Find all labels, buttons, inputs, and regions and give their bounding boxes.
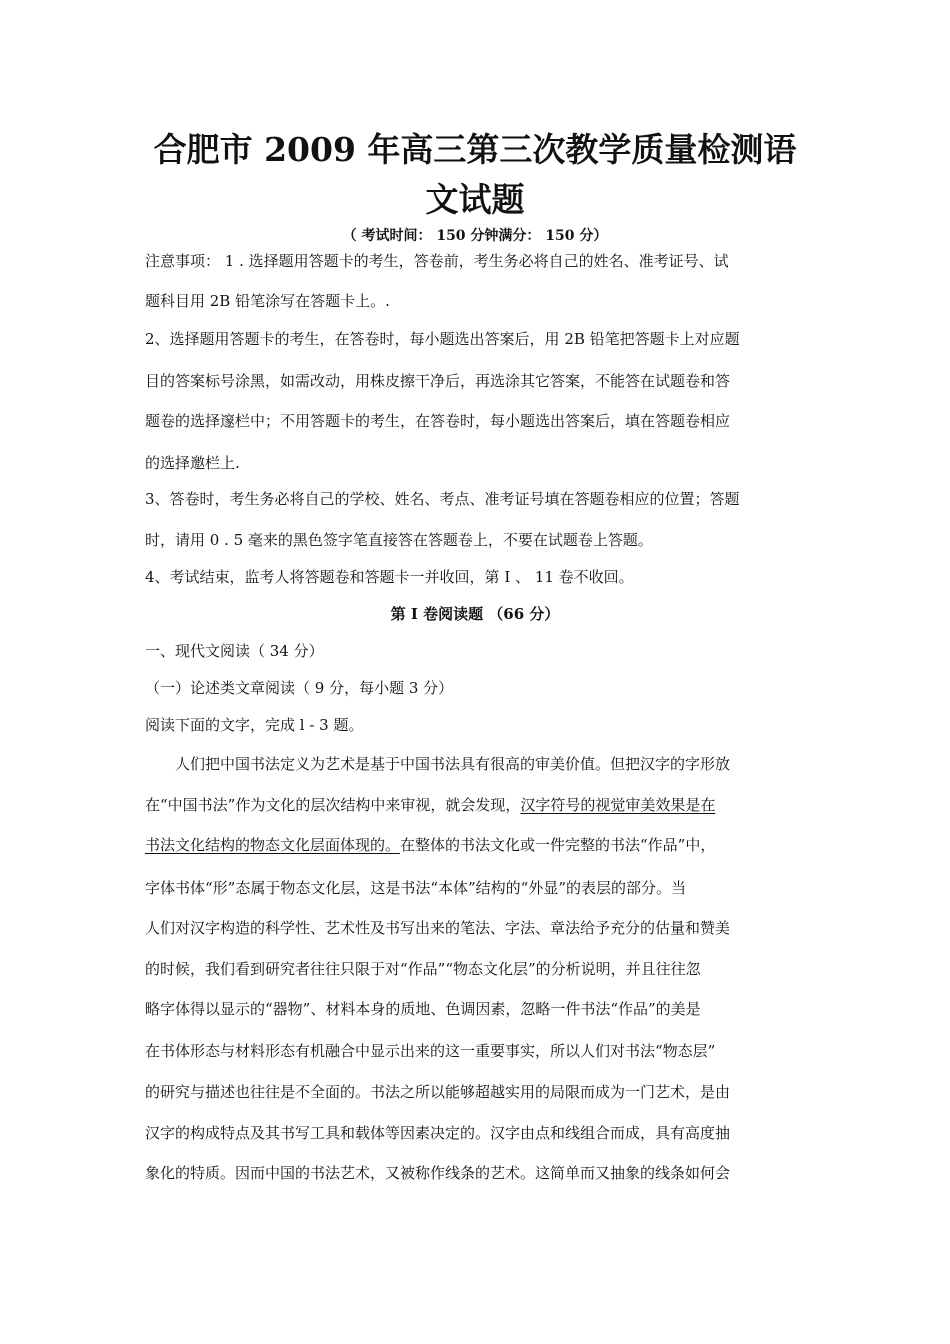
passage-line xyxy=(145,794,810,816)
passage-line: 汉字的构成特点及其书写工具和载体等因素决定的。汉字由点和线组合而成，具有高度抽 xyxy=(145,1124,731,1142)
notice-line: 注意事项： 1 . 选择题用答题卡的考生，答卷前，考生务必将自己的姓名、准考证号、试 xyxy=(145,252,729,270)
notice-line: 目的答案标号涂黑，如需改动，用株皮擦干净后，再选涂其它答案，不能答在试题卷和答 xyxy=(145,372,731,390)
underlined-sentence: 书法文化结构的物态文化层面体现的。 xyxy=(145,836,401,854)
passage-line: 人们把中国书法定义为艺术是基于中国书法具有很高的审美价值。但把汉字的字形放 xyxy=(175,755,731,773)
notice-line: 题科目用 2B 铅笔涂写在答题卡上。. xyxy=(145,292,390,310)
passage-line: 略字体得以显示的“器物”、材料本身的质地、色调因素，忽略一件书法“作品”的美是 xyxy=(145,1000,701,1018)
notice-line: 题卷的选择邃栏中；不用答题卡的考生，在答卷时，每小题选出答案后，填在答题卷相应 xyxy=(145,412,731,430)
passage-line: 象化的特质。因而中国的书法艺术，又被称作线条的艺术。这简单而又抽象的线条如何会 xyxy=(145,1164,731,1182)
underlined-sentence: 汉字符号的视觉审美效果是在 xyxy=(520,796,716,814)
part-heading: 一、现代文阅读（ 34 分） xyxy=(145,642,324,660)
document-title-line-1: 合肥市 2009 年高三第三次教学质量检测语 xyxy=(153,130,797,169)
passage-line xyxy=(145,834,810,856)
exam-time-subtitle: （ 考试时间： 150 分钟满分： 150 分） xyxy=(342,228,608,244)
document-title-line-2: 文试题 xyxy=(425,180,525,219)
passage-line: 在书体形态与材料形态有机融合中显示出来的这一重要事实，所以人们对书法“物态层” xyxy=(145,1042,716,1060)
passage-line: 的研究与描述也往往是不全面的。书法之所以能够超越实用的局限而成为一门艺术，是由 xyxy=(145,1083,731,1101)
reading-instruction: 阅读下面的文字，完成 l - 3 题。 xyxy=(145,716,364,734)
notice-line: 3、答卷时，考生务必将自己的学校、姓名、考点、准考证号填在答题卷相应的位置；答题 xyxy=(145,490,740,508)
passage-text: 在整体的书法文化或一件完整的书法“作品”中， xyxy=(400,836,716,854)
passage-line: 人们对汉字构造的科学性、艺术性及书写出来的笔法、字法、章法给予充分的估量和赞美 xyxy=(145,919,731,937)
passage-line: 的时候，我们看到研究者往往只限于对“作品”“物态文化层”的分析说明，并且往往忽 xyxy=(145,960,701,978)
passage-line: 字体书体“形”态属于物态文化层，这是书法“本体”结构的“外显”的表层的部分。当 xyxy=(145,879,687,897)
section-heading: 第 I 卷阅读题 （66 分） xyxy=(390,605,560,623)
notice-line: 4、考试结束，监考人将答题卷和答题卡一并收回，第 I 、 11 卷不收回。 xyxy=(145,568,634,586)
passage-text: 在“中国书法”作为文化的层次结构中来审视，就会发现， xyxy=(145,796,521,814)
sub-part-heading: （一）论述类文章阅读（ 9 分，每小题 3 分） xyxy=(145,679,454,697)
notice-line: 时，请用 0 . 5 毫来的黑色签字笔直接答在答题卷上，不要在试题卷上答题。 xyxy=(145,531,653,549)
notice-line: 的选择邀栏上. xyxy=(145,454,240,472)
notice-line: 2、选择题用答题卡的考生，在答卷时，每小题选出答案后，用 2B 铅笔把答题卡上对应题 xyxy=(145,330,740,348)
